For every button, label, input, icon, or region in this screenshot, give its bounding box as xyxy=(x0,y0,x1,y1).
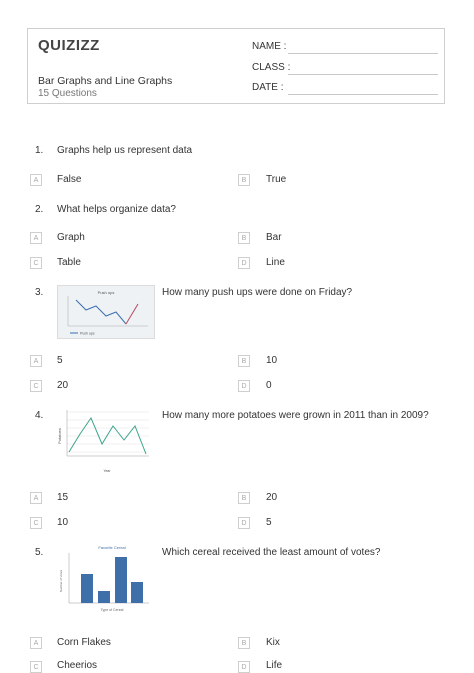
option-a-box[interactable]: A xyxy=(30,232,42,244)
question-text: What helps organize data? xyxy=(57,204,176,215)
question-number: 2. xyxy=(35,204,44,215)
option-a-box[interactable]: A xyxy=(30,174,42,186)
option-d-box[interactable]: D xyxy=(238,257,250,269)
option-d-box[interactable]: D xyxy=(238,517,250,529)
class-label: CLASS : xyxy=(252,62,291,73)
push-ups-series-2 xyxy=(126,304,138,324)
option-d-box[interactable]: D xyxy=(238,380,250,392)
option-b-box[interactable]: B xyxy=(238,637,250,649)
question-text: Graphs help us represent data xyxy=(57,145,193,156)
bar-life xyxy=(131,582,143,603)
quizizz-logo: QUIZIZZ xyxy=(38,37,100,54)
option-c-box[interactable]: C xyxy=(30,517,42,529)
option-b-box[interactable]: B xyxy=(238,355,250,367)
option-c-text: Cheerios xyxy=(57,660,98,671)
option-d-box[interactable]: D xyxy=(238,661,250,673)
bar-cheerios xyxy=(98,591,110,603)
chart-title: Favorite Cereal xyxy=(98,545,126,550)
option-b-text: Bar xyxy=(266,232,282,243)
option-a-text: False xyxy=(57,174,82,185)
option-d-text: Line xyxy=(266,257,285,268)
option-d-text: 5 xyxy=(266,517,272,528)
question-number: 3. xyxy=(35,287,44,298)
option-c-text: Table xyxy=(57,257,81,268)
worksheet-header xyxy=(27,28,445,104)
question-text: Which cereal received the least amount of votes? xyxy=(162,547,381,558)
bar-corn-flakes xyxy=(81,574,93,603)
question-number: 4. xyxy=(35,410,44,421)
option-a-text: 5 xyxy=(57,355,63,366)
question-text: How many more potatoes were grown in 2011 than in 2009? xyxy=(162,410,429,421)
question-number: 1. xyxy=(35,145,44,156)
bar-kix xyxy=(115,557,127,603)
option-c-box[interactable]: C xyxy=(30,380,42,392)
chart-title: Push ups xyxy=(97,290,115,295)
push-ups-series-1 xyxy=(76,300,126,324)
option-c-text: 20 xyxy=(57,380,69,391)
chart-x-label: Type of Cereal xyxy=(100,608,124,612)
option-b-text: Kix xyxy=(266,637,280,648)
option-a-text: Graph xyxy=(57,232,85,243)
question-count: 15 Questions xyxy=(38,88,97,99)
option-a-box[interactable]: A xyxy=(30,355,42,367)
worksheet-title: Bar Graphs and Line Graphs xyxy=(38,75,173,87)
option-a-box[interactable]: A xyxy=(30,492,42,504)
option-d-text: 0 xyxy=(266,380,272,391)
option-b-box[interactable]: B xyxy=(238,232,250,244)
option-c-text: 10 xyxy=(57,517,69,528)
option-b-text: 10 xyxy=(266,355,278,366)
option-a-box[interactable]: A xyxy=(30,637,42,649)
option-b-text: True xyxy=(266,174,287,185)
chart-legend: Push ups xyxy=(80,331,95,336)
option-b-box[interactable]: B xyxy=(238,492,250,504)
class-field[interactable] xyxy=(288,74,438,75)
chart-y-label: Potatoes xyxy=(57,428,62,444)
push-ups-line-chart xyxy=(57,285,155,339)
option-c-box[interactable]: C xyxy=(30,257,42,269)
chart-y-label: Number of Votes xyxy=(59,569,63,593)
name-label: NAME : xyxy=(252,41,287,52)
potatoes-line-chart xyxy=(57,406,153,476)
cereal-bar-chart xyxy=(57,543,153,613)
name-field[interactable] xyxy=(288,53,438,54)
question-text: How many push ups were done on Friday? xyxy=(162,287,353,298)
option-a-text: 15 xyxy=(57,492,69,503)
option-a-text: Corn Flakes xyxy=(57,637,111,648)
question-number: 5. xyxy=(35,547,44,558)
date-label: DATE : xyxy=(252,82,284,93)
chart-x-label: Year xyxy=(103,469,111,473)
option-b-text: 20 xyxy=(266,492,278,503)
option-b-box[interactable]: B xyxy=(238,174,250,186)
option-c-box[interactable]: C xyxy=(30,661,42,673)
date-field[interactable] xyxy=(288,94,438,95)
option-d-text: Life xyxy=(266,660,283,671)
